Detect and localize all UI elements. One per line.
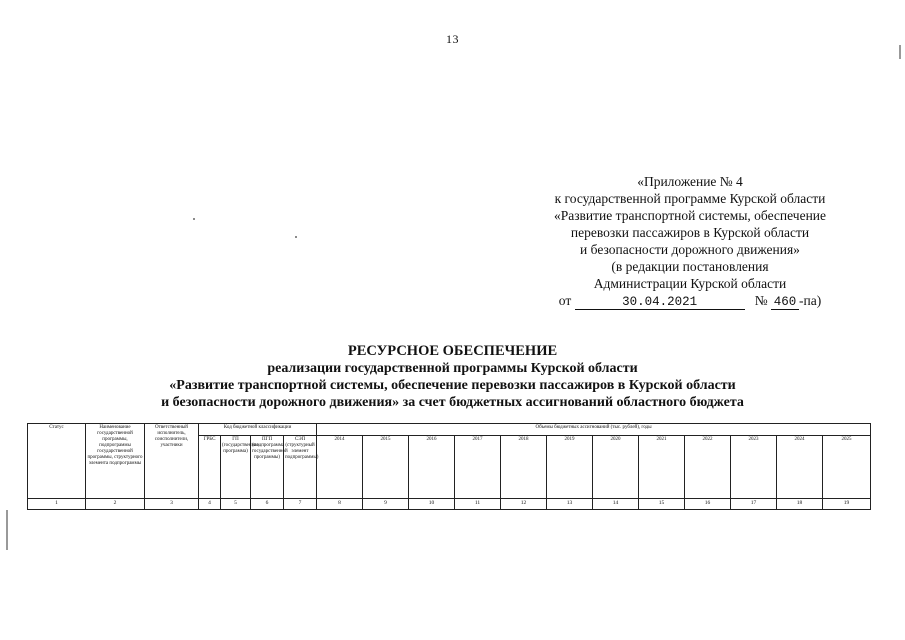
column-number: 2 (86, 499, 145, 510)
title-line: «Развитие транспортной системы, обеспечение перевозки пассажиров в Курской области (169, 378, 736, 393)
appendix-line: «Развитие транспортной системы, обеспечение (553, 208, 827, 223)
header-year: 2025 (823, 436, 871, 499)
header-year: 2023 (731, 436, 777, 499)
column-number: 1 (28, 499, 86, 510)
column-number: 11 (455, 499, 501, 510)
appendix-line: Администрации Курской области (593, 276, 787, 291)
header-year: 2024 (777, 436, 823, 499)
column-number: 19 (823, 499, 871, 510)
header-responsible: Ответственный исполнитель, соисполнители, участники (145, 424, 199, 499)
header-name: Наименование государственной программы, подпрограммы государственной программы, структурного элемента подпрограммы (86, 424, 145, 499)
header-pgp: ПГП (подпрограмма государственной программы) (251, 436, 284, 499)
resource-table (27, 423, 871, 510)
column-number: 7 (284, 499, 317, 510)
resolution-reference (480, 292, 900, 310)
appendix-line: к государственной программе Курской области (554, 191, 826, 206)
column-number-row (28, 499, 871, 510)
header-year: 2020 (593, 436, 639, 499)
column-number: 5 (221, 499, 251, 510)
header-budget-code: Код бюджетной классификации (199, 424, 317, 436)
column-number: 17 (731, 499, 777, 510)
appendix-line: (в редакции постановления (611, 259, 769, 274)
column-number: 9 (363, 499, 409, 510)
column-number: 8 (317, 499, 363, 510)
resolution-number: 460 (771, 295, 799, 310)
header-year: 2016 (409, 436, 455, 499)
column-number: 16 (685, 499, 731, 510)
column-number: 12 (501, 499, 547, 510)
title-line: реализации государственной программы Курской области (267, 361, 638, 376)
header-budget-volume: Объемы бюджетных ассигнований (тыс. рублей), годы (317, 424, 871, 436)
column-number: 3 (145, 499, 199, 510)
header-year: 2021 (639, 436, 685, 499)
header-status: Статус (28, 424, 86, 499)
scan-dot (193, 218, 195, 220)
header-year: 2017 (455, 436, 501, 499)
number-label: № (754, 293, 768, 308)
column-number: 14 (593, 499, 639, 510)
column-number: 13 (547, 499, 593, 510)
header-year: 2015 (363, 436, 409, 499)
column-number: 18 (777, 499, 823, 510)
scan-mark-right (899, 45, 901, 59)
page-number: 13 (446, 32, 459, 46)
column-number: 6 (251, 499, 284, 510)
header-grbs: ГРБС (199, 436, 221, 499)
column-number: 15 (639, 499, 685, 510)
number-suffix: -па) (799, 293, 822, 308)
from-label: от (558, 293, 572, 308)
appendix-line: «Приложение № 4 (637, 174, 743, 189)
header-year: 2014 (317, 436, 363, 499)
document-title (0, 343, 905, 411)
resolution-date: 30.04.2021 (575, 295, 745, 310)
appendix-line: и безопасности дорожного движения» (580, 242, 800, 257)
scan-dot (295, 236, 297, 238)
column-number: 4 (199, 499, 221, 510)
header-gp: ГП (государственная программа) (221, 436, 251, 499)
header-sep: СЭП (структурный элемент подпрограммы) (284, 436, 317, 499)
header-year: 2018 (501, 436, 547, 499)
title-line: и безопасности дорожного движения» за счет бюджетных ассигнований областного бюджета (161, 395, 744, 410)
header-year: 2022 (685, 436, 731, 499)
scan-mark-left (6, 510, 8, 550)
title-main: РЕСУРСНОЕ ОБЕСПЕЧЕНИЕ (347, 343, 558, 359)
header-year: 2019 (547, 436, 593, 499)
appendix-note (480, 173, 900, 310)
appendix-line: перевозки пассажиров в Курской области (570, 225, 810, 240)
column-number: 10 (409, 499, 455, 510)
